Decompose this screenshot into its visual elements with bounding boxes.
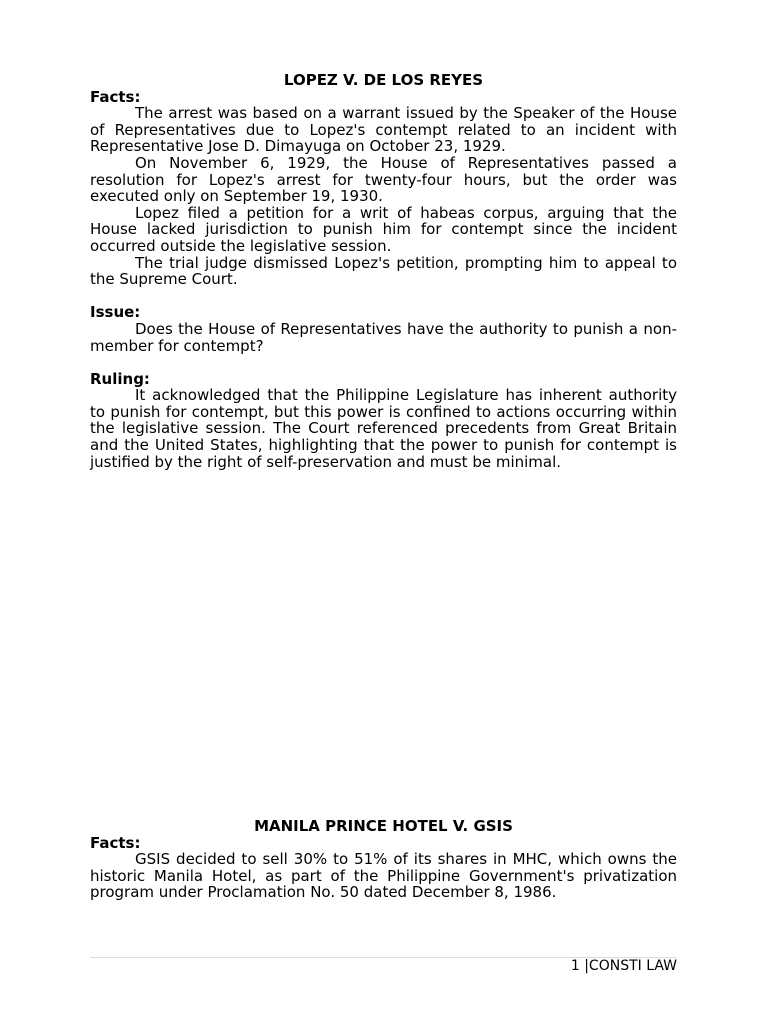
facts-paragraph: Lopez filed a petition for a writ of habeas corpus, arguing that the House lacked jurisdiction to punish him for contempt since the incident occurred outside the legislative session. <box>90 203 677 255</box>
facts-paragraph: The trial judge dismissed Lopez's petition, prompting him to appeal to the Supreme Court. <box>90 253 677 289</box>
case-lopez-v-de-los-reyes <box>90 72 677 470</box>
ruling-heading: Ruling: <box>90 369 150 388</box>
case-manila-prince-hotel-v-gsis <box>90 818 677 901</box>
page-footer: 1 |CONSTI LAW <box>570 958 677 974</box>
facts-heading: Facts: <box>90 833 141 852</box>
case-title: LOPEZ V. DE LOS REYES <box>283 71 484 89</box>
issue-heading: Issue: <box>90 303 141 322</box>
facts-paragraph: On November 6, 1929, the House of Representatives passed a resolution for Lopez's arrest for twenty-four hours, but the order was executed only on September 19, 1930. <box>90 153 677 206</box>
facts-paragraph: GSIS decided to sell 30% to 51% of its shares in MHC, which owns the historic Manila Hotel, as part of the Philippine Government's privatization program under Proclamation No. 50 dated December 8, 1986. <box>90 850 677 902</box>
facts-paragraph: The arrest was based on a warrant issued by the Speaker of the House of Representatives due to Lopez's contempt related to an incident with Representative Jose D. Dimayuga on October 23, 1929. <box>90 104 677 156</box>
issue-paragraph: Does the House of Representatives have the authority to punish a non-member for contempt? <box>90 319 677 355</box>
ruling-paragraph: It acknowledged that the Philippine Legislature has inherent authority to punish for contempt, but this power is confined to actions occurring within the legislative session. The Court referenced precedents from Great Britain and the United States, highlighting that the power to punish for contempt is justified by the right of self-preservation and must be minimal. <box>90 386 677 471</box>
case-title: MANILA PRINCE HOTEL V. GSIS <box>254 817 513 835</box>
facts-heading: Facts: <box>90 87 141 106</box>
